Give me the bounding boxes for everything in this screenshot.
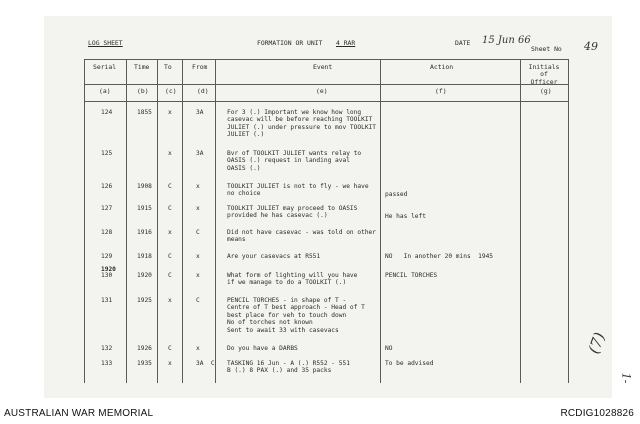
cell-serial: 133 [101, 360, 113, 367]
cell-from: x [196, 183, 200, 190]
cell-event: PENCIL TORCHES - in shape of T - Centre of T best approach - Head of T best place for veh to touch down No of torches not known Sent to await 33 with casevacs [227, 297, 365, 334]
col-header-initials: Initials of Officer [528, 63, 560, 86]
cell-event: Bvr of TOOLKIT JULIET wants relay to OASIS (.) request in landing aval OASIS (.) [227, 150, 362, 172]
cell-from: x [196, 345, 200, 352]
cell-serial: 129 [101, 253, 113, 260]
cell-from: x [196, 205, 200, 212]
column-rule-5 [380, 59, 381, 383]
cell-time: 1915 [137, 205, 152, 212]
cell-to: C [168, 345, 172, 352]
col-letter-e: (e) [316, 87, 328, 95]
cell-time: 1926 [137, 345, 152, 352]
col-letter-c: (c) [165, 87, 177, 95]
cell-serial: 124 [101, 109, 113, 116]
cell-from: C [196, 297, 200, 304]
col-header-from: From [192, 63, 208, 71]
cell-serial: 131 [101, 297, 113, 304]
cell-action: He has left [385, 213, 426, 220]
col-header-event: Event [313, 63, 333, 71]
cell-to: C [168, 272, 172, 279]
cell-time: 1855 [137, 109, 152, 116]
col-header-time: Time [134, 63, 150, 71]
cell-time: 1918 [137, 253, 152, 260]
cell-action: PENCIL TORCHES [385, 272, 438, 279]
cell-event: TASKING 16 Jun - A (.) R552 - 551 B (.) 8 PAX (.) and 35 packs [227, 360, 350, 375]
column-rule-6 [520, 59, 521, 383]
cell-from: x [196, 253, 200, 260]
col-header-action: Action [430, 63, 454, 71]
cell-serial: 130 [101, 272, 113, 279]
cell-serial-correction: 1920 [101, 266, 116, 273]
cell-time: 1920 [137, 272, 152, 279]
cell-action: To be advised [385, 360, 434, 367]
date-label: DATE [455, 39, 471, 47]
cell-from: 3A C [196, 360, 215, 367]
cell-serial: 128 [101, 229, 113, 236]
cell-serial: 132 [101, 345, 113, 352]
cell-event: Do you have a DARBS [227, 345, 298, 352]
formation-label: FORMATION OR UNIT [257, 39, 323, 47]
sheet-number: 49 [584, 40, 598, 53]
cell-action: NO [385, 345, 393, 352]
col-header-to: To [164, 63, 172, 71]
column-rule-1 [126, 59, 127, 383]
cell-to: C [168, 183, 172, 190]
col-letter-d: (d) [197, 87, 209, 95]
cell-event: Are your casevacs at R551 [227, 253, 321, 260]
cell-time: 1916 [137, 229, 152, 236]
cell-from: 3A [196, 150, 204, 157]
col-letter-a: (a) [99, 87, 111, 95]
cell-event: TOOLKIT JULIET is not to fly - we have no choice [227, 183, 369, 198]
column-rule-2 [157, 59, 158, 383]
cell-from: x [196, 272, 200, 279]
cell-to: C [168, 205, 172, 212]
cell-event: TOOLKIT JULIET may proceed to OASIS provided he has casevac (.) [227, 205, 358, 220]
cell-time: 1935 [137, 360, 152, 367]
cell-to: x [168, 229, 172, 236]
column-rule-4 [215, 59, 216, 383]
margin-note-2: 1- [619, 372, 633, 384]
cell-serial: 125 [101, 150, 113, 157]
log-sheet-title: LOG SHEET [88, 39, 123, 47]
cell-to: C [168, 253, 172, 260]
column-rule-7 [568, 59, 569, 383]
cell-serial: 126 [101, 183, 113, 190]
cell-action: passed [385, 191, 408, 198]
cell-time: 1908 [137, 183, 152, 190]
sheet-label: Sheet No [531, 45, 562, 53]
cell-event: What form of lighting will you have if we manage to do a TOOLKIT (.) [227, 272, 358, 287]
cell-action: NO In another 20 mins 1945 [385, 253, 494, 260]
column-rule-0 [84, 59, 85, 383]
formation-value: 4 RAR [336, 39, 356, 47]
col-header-serial: Serial [93, 63, 117, 71]
cell-to: x [168, 297, 172, 304]
cell-to: x [168, 150, 172, 157]
cell-to: x [168, 109, 172, 116]
cell-time: 1925 [137, 297, 152, 304]
cell-event: Did not have casevac - was told on other means [227, 229, 377, 244]
footer-credit: AUSTRALIAN WAR MEMORIAL [4, 408, 154, 419]
column-rule-3 [182, 59, 183, 383]
cell-to: x [168, 360, 172, 367]
margin-note: (7) [584, 329, 609, 357]
cell-from: C [196, 229, 200, 236]
date-value: 15 Jun 66 [482, 35, 531, 46]
col-letter-f: (f) [435, 87, 447, 95]
col-letter-g: (g) [540, 87, 552, 95]
cell-event: For 3 (.) Important we know how long casevac will be before reaching TOOLKIT JULIET (.) under pressure to mov TOOLKIT JULIET (.) [227, 109, 377, 139]
cell-from: 3A [196, 109, 204, 116]
footer-record-id: RCDIG1028826 [560, 408, 634, 419]
col-letter-b: (b) [137, 87, 149, 95]
cell-serial: 127 [101, 205, 113, 212]
